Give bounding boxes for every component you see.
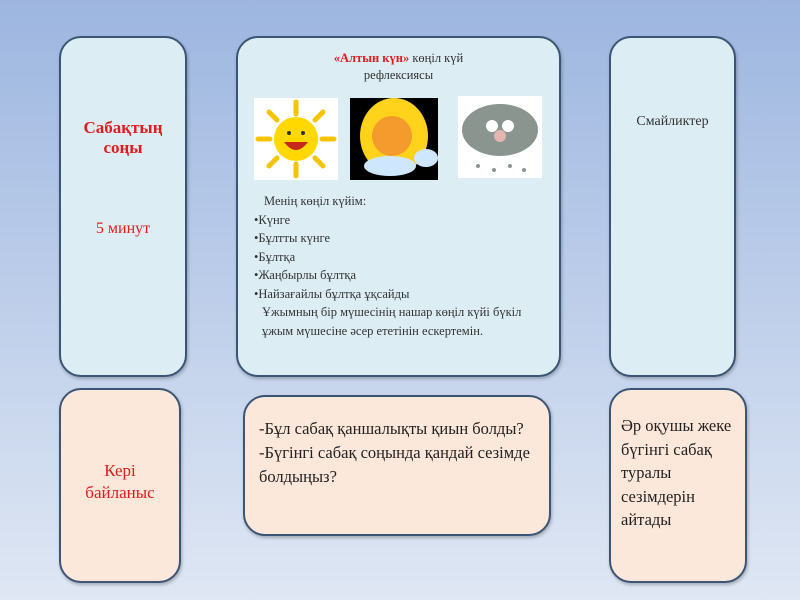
mood-intro: Менің көңіл күйім: [264, 194, 367, 208]
feedback-label: Кері байланыс [85, 461, 155, 502]
question-2: -Бүгінгі сабақ соңында қандай сезімде болдыңыз? [259, 443, 530, 486]
team-note-line2: ұжым мүшесіне әсер ететінін ескертемін. [262, 323, 484, 338]
reflection-title-highlight: «Алтын күн» [333, 51, 410, 65]
mood-option: •Жаңбырлы бұлтқа [254, 268, 357, 282]
sun-behind-cloud-icon [350, 98, 438, 180]
mood-option: •Найзағайлы бұлтқа ұқсайды [254, 286, 410, 301]
student-feelings-box [609, 388, 747, 583]
mood-option: •Бұлтты күнге [254, 231, 331, 245]
lesson-end-box [59, 36, 187, 377]
crying-cloud-icon [458, 96, 542, 178]
team-note: Ұжымның бір мүшесінің нашар көңіл күйі бүкіл [262, 305, 522, 319]
reflection-title: көңіл күй [409, 51, 464, 65]
question-1: -Бұл сабақ қаншалықты қиын болды? [259, 419, 524, 438]
smiling-sun-icon [254, 98, 338, 180]
reflection-box [236, 36, 561, 377]
questions-box [243, 395, 551, 536]
smileys-box [609, 36, 736, 377]
mood-option: •Бұлтқа [254, 249, 296, 264]
feedback-box [59, 388, 181, 583]
reflection-title-line2: рефлексиясы [363, 68, 434, 82]
mood-option: •Күнге [254, 212, 291, 227]
lesson-end-title: Сабақтың соңы [83, 118, 163, 157]
smileys-label: Смайликтер [636, 114, 709, 129]
duration: 5 минут [95, 220, 151, 237]
student-feelings-text: Әр оқушы жеке бүгінгі сабақ туралы сезімдерін айтады [621, 416, 732, 529]
